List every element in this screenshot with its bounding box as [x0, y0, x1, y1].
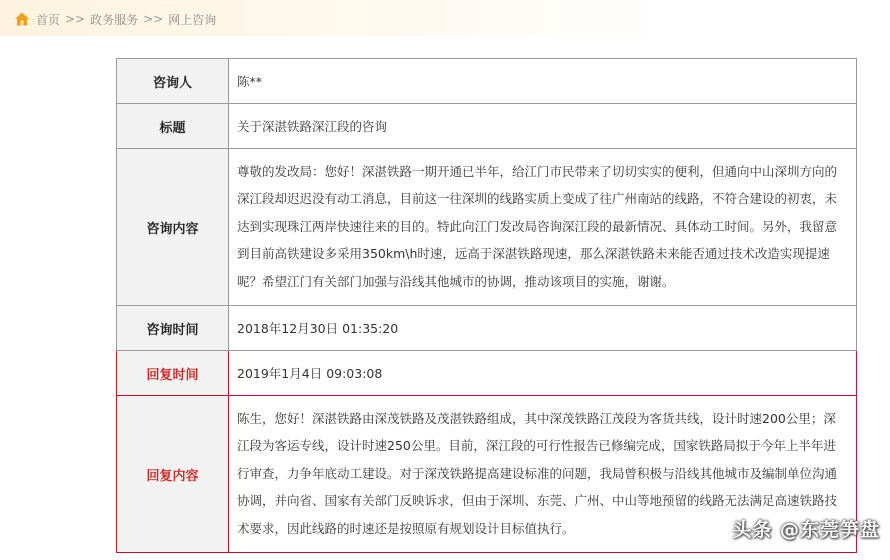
table-row [117, 306, 857, 351]
consult-time-value: 2018年12月30日 01:35:20 [229, 306, 857, 351]
breadcrumb-separator: >> [143, 12, 164, 26]
table-row [117, 104, 857, 149]
top-bar [0, 0, 890, 36]
table-row [117, 59, 857, 104]
reply-content-label: 回复内容 [117, 396, 229, 553]
breadcrumb-home-link[interactable]: 首页 [36, 12, 61, 27]
title-label: 标题 [117, 104, 229, 149]
title-value: 关于深湛铁路深江段的咨询 [229, 104, 857, 149]
breadcrumb-section-link[interactable]: 政务服务 [90, 12, 139, 27]
breadcrumb-current: 网上咨询 [168, 12, 217, 27]
consultation-table [116, 58, 857, 553]
content-label: 咨询内容 [117, 149, 229, 306]
reply-time-value: 2019年1月4日 09:03:08 [229, 351, 857, 396]
breadcrumb-separator: >> [65, 12, 86, 26]
reply-time-label: 回复时间 [117, 351, 229, 396]
content-value: 尊敬的发改局：您好！深湛铁路一期开通已半年，给江门市民带来了切切实实的便利，但通向中山深圳方向的深江段却迟迟没有动工消息，目前这一往深圳的线路实质上变成了往广州南站的线路，不符合建设的初衷，未达到实现珠江两岸快速往来的目的。特此向江门发改局咨询深江段的最新情况、具体动工时间。另外，我留意到目前高铁建设多采用350km\h时速，远高于深湛铁路现速，那么深湛铁路未来能否通过技术改造实现提速呢？希望江门有关部门加强与沿线其他城市的协调，推动该项目的实施，谢谢。 [229, 149, 857, 306]
consultant-label: 咨询人 [117, 59, 229, 104]
table-row [117, 351, 857, 396]
consult-time-label: 咨询时间 [117, 306, 229, 351]
reply-content-value: 陈生，您好！深湛铁路由深茂铁路及茂湛铁路组成，其中深茂铁路江茂段为客货共线，设计时速200公里；深江段为客运专线，设计时速250公里。目前，深江段的可行性报告已修编完成，国家铁路局拟于今年上半年进行审查，力争年底动工建设。对于深茂铁路提高建设标准的问题，我局曾积极与沿线其他城市及编制单位沟通协调，并向省、国家有关部门反映诉求，但由于深圳、东莞、广州、中山等地预留的线路无法满足高速铁路技术要求，因此线路的时速还是按照原有规划设计目标值执行。 [229, 396, 857, 553]
breadcrumb [14, 10, 216, 28]
table-row [117, 149, 857, 306]
watermark: 头条 @东莞笋盘 [732, 519, 880, 541]
consultant-value: 陈** [229, 59, 857, 104]
home-icon[interactable] [14, 11, 30, 27]
